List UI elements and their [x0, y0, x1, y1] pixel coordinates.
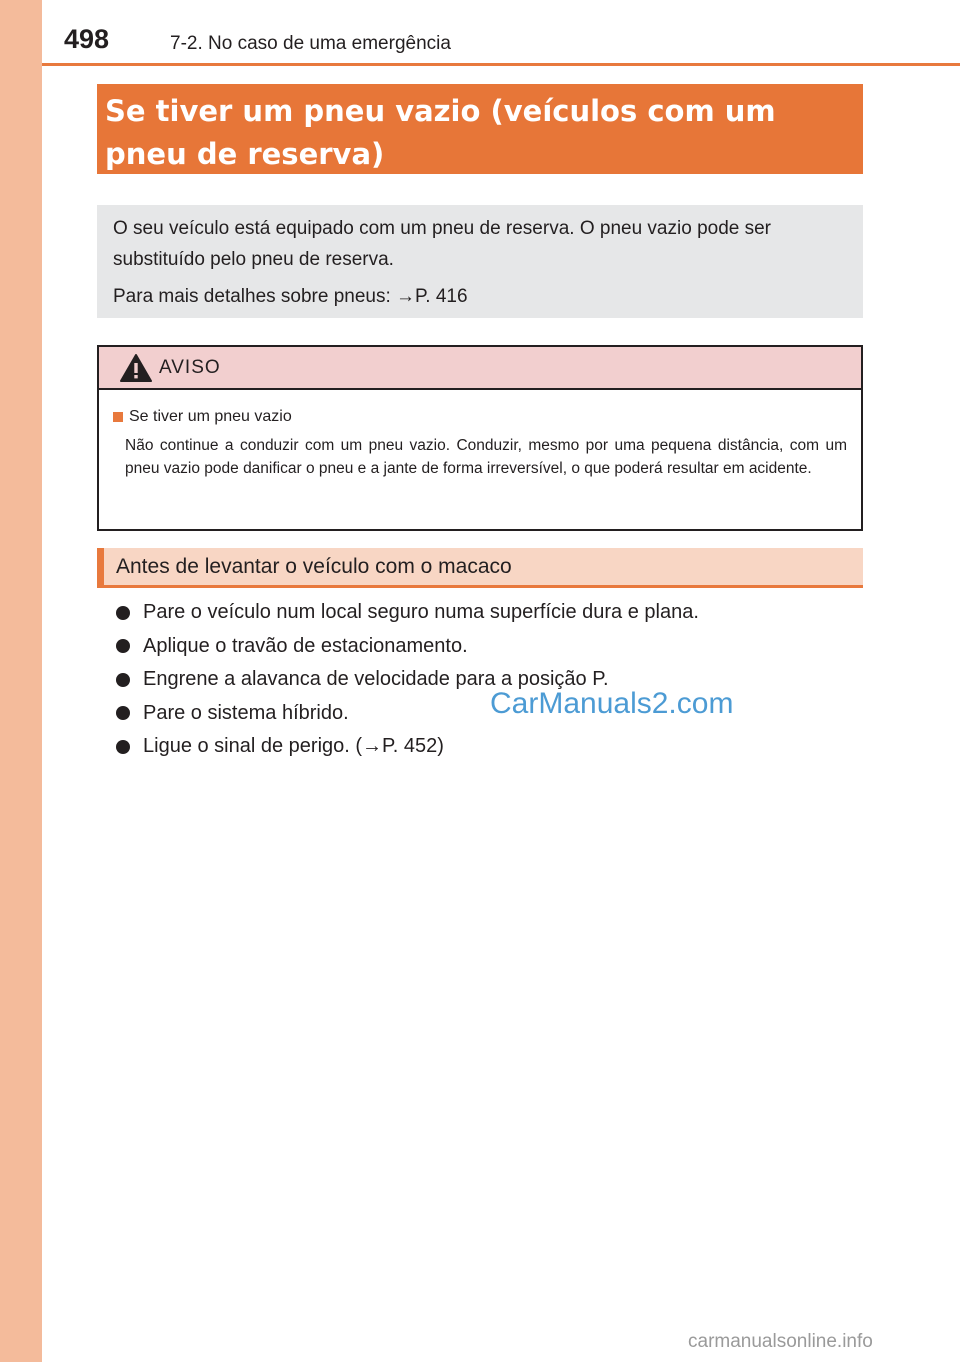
bullet-list: [116, 596, 856, 764]
list-item-text: Pare o veículo num local seguro numa superfície dura e plana.: [143, 601, 699, 624]
bullet-dot-icon: [116, 706, 130, 720]
page-number: 498: [64, 24, 110, 54]
list-item-text: Engrene a alavanca de velocidade para a posição P.: [143, 668, 609, 691]
list-item: [116, 663, 856, 697]
list-item: [116, 596, 856, 630]
warning-text: Não continue a conduzir com um pneu vazio. Conduzir, mesmo por uma pequena distância, com um pneu vazio pode danificar o pneu e a jante de forma irreversível, o que poderá resultar em acidente.: [125, 437, 847, 477]
list-item: [116, 697, 856, 731]
warning-title: AVISO: [159, 356, 221, 378]
intro-box: [97, 205, 863, 318]
bullet-dot-icon: [116, 673, 130, 687]
warning-subheading: [113, 408, 847, 426]
list-item-text: Pare o sistema híbrido.: [143, 701, 349, 724]
title-bar: [97, 84, 863, 174]
site-watermark: CarManuals2.com: [490, 687, 734, 720]
list-item-text: Ligue o sinal de perigo. (→P. 452): [143, 735, 444, 758]
warning-box: [97, 345, 863, 531]
list-item: [116, 630, 856, 664]
square-bullet-icon: [113, 412, 123, 422]
intro-line-2: substituído pelo pneu de reserva.: [113, 249, 394, 270]
side-band: [0, 0, 42, 1362]
section-heading-bar: [97, 548, 863, 588]
page-title: Se tiver um pneu vazio (veículos com um pneu de reserva): [105, 94, 776, 171]
intro-reference: Para mais detalhes sobre pneus: →P. 416: [113, 286, 468, 307]
bullet-dot-icon: [116, 606, 130, 620]
bullet-dot-icon: [116, 740, 130, 754]
section-label: 7-2. No caso de uma emergência: [170, 33, 451, 54]
warning-subheading-text: Se tiver um pneu vazio: [129, 408, 292, 425]
header-rule: [42, 63, 960, 66]
list-item: [116, 730, 856, 764]
list-item-text: Aplique o travão de estacionamento.: [143, 634, 468, 657]
intro-line-1: O seu veículo está equipado com um pneu de reserva. O pneu vazio pode ser: [113, 218, 772, 239]
bullet-dot-icon: [116, 639, 130, 653]
footer-watermark: carmanualsonline.info: [688, 1331, 873, 1352]
warning-header: [99, 347, 861, 390]
warning-body: [99, 390, 861, 480]
warning-triangle-icon: [119, 353, 153, 383]
section-heading: Antes de levantar o veículo com o macaco: [116, 554, 512, 578]
